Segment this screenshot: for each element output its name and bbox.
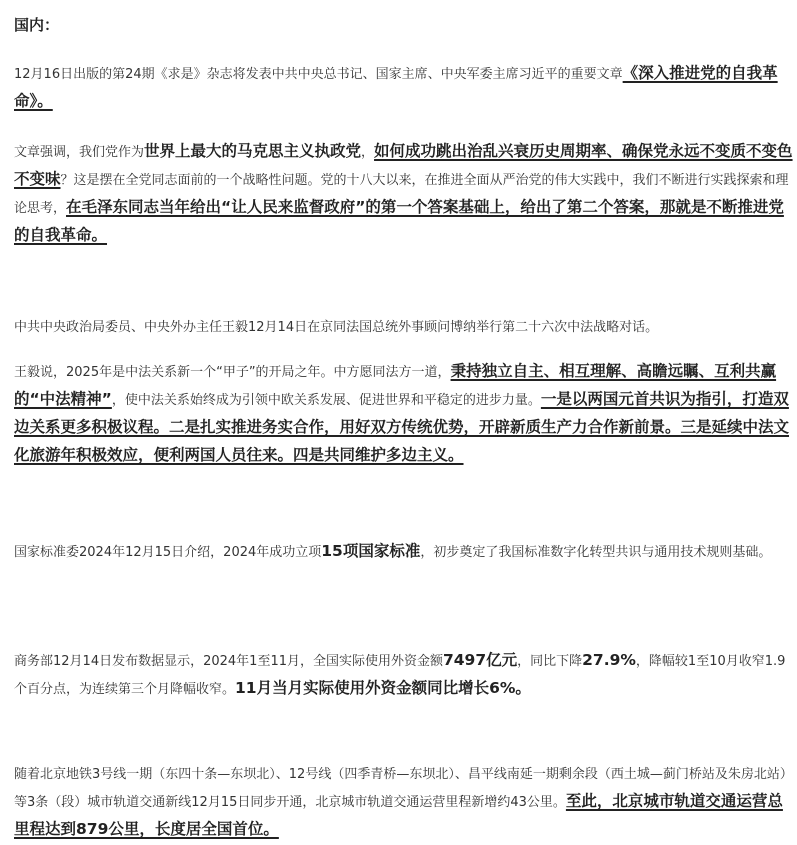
paragraph-text: 商务部12月14日发布数据显示，2024年1至11月，全国实际使用外资金额 — [14, 654, 443, 669]
emphasis-text: 7497亿元 — [442, 651, 518, 669]
paragraph-national-standards — [14, 538, 794, 566]
paragraph-text: 12月16日出版的第24期《求是》杂志将发表中共中央总书记、国家主席、中央军委主席习近平的重要文章 — [14, 67, 623, 82]
emphasis-underlined-text: 如何成功跳出治乱兴衰历史周期率、确保党永远不变质不变色不变味 — [14, 142, 793, 188]
paragraph-foreign-investment — [14, 647, 794, 703]
emphasis-underlined-text: 秉持独立自主、相互理解、高瞻远瞩、互利共赢的“中法精神” — [14, 362, 777, 408]
emphasis-text: 世界上最大的马克思主义执政党 — [144, 142, 362, 160]
paragraph-text: 文章强调，我们党作为 — [14, 145, 145, 160]
emphasis-text: 11月当月实际使用外资金额同比增长6%。 — [235, 679, 531, 697]
paragraph-text: 国家标准委2024年12月15日介绍，2024年成功立项 — [14, 545, 322, 560]
paragraph-text: ？这是摆在全党同志面前的一个战略性问题。党的十八大以来，在推进全面从严治党的伟大实践中，我们不断进行实践探索和理论思考， — [14, 173, 789, 216]
paragraph-qiushi — [14, 60, 794, 116]
emphasis-underlined-text: 至此，北京城市轨道交通运营总里程达到879公里，长度居全国首位。 — [14, 792, 783, 838]
emphasis-underlined-text: 在毛泽东同志当年给出“让人民来监督政府”的第一个答案基础上，给出了第二个答案，那就是不断推进党的自我革命。 — [14, 198, 784, 244]
section-heading: 国内： — [14, 16, 60, 34]
paragraph-wangyi-dialogue — [14, 315, 794, 341]
emphasis-text: 15项国家标准 — [321, 542, 421, 560]
emphasis-text: 27.9% — [582, 651, 636, 669]
paragraph-text: ，同比下降 — [517, 654, 583, 669]
paragraph-text: 王毅说，2025年是中法关系新一个“甲子”的开局之年。中方愿同法方一道， — [14, 365, 451, 380]
paragraph-china-france — [14, 358, 794, 470]
paragraph-self-revolution — [14, 138, 794, 250]
paragraph-beijing-metro — [14, 762, 794, 844]
paragraph-text: ，降幅较1至10月收窄1.9个百分点，为连续第三个月降幅收窄。 — [14, 654, 786, 697]
paragraph-text: 随着北京地铁3号线一期（东四十条—东坝北）、12号线（四季青桥—东坝北）、昌平线南延一期剩余段（西土城—蓟门桥站及朱房北站）等3条（段）城市轨道交通新线12月15日同步开通，北京城市轨道交通运营里程新增约43公里。 — [14, 767, 793, 810]
paragraph-text: 中共中央政治局委员、中央外办主任王毅12月14日在京同法国总统外事顾问博纳举行第二十六次中法战略对话。 — [14, 320, 659, 335]
article-link[interactable]: 《深入推进党的自我革命》。 — [14, 64, 778, 110]
paragraph-text: ，使中法关系始终成为引领中欧关系发展、促进世界和平稳定的进步力量。 — [111, 393, 541, 408]
paragraph-text: ，初步奠定了我国标准数字化转型共识与通用技术规则基础。 — [420, 545, 772, 560]
emphasis-underlined-text: 一是以两国元首共识为指引，打造双边关系更多积极议程。二是扎实推进务实合作，用好双方传统优势，开辟新质生产力合作新前景。三是延续中法文化旅游年积极效应，便利两国人员往来。四是共同维护多边主义。 — [14, 390, 790, 464]
paragraph-text: ， — [361, 145, 375, 160]
